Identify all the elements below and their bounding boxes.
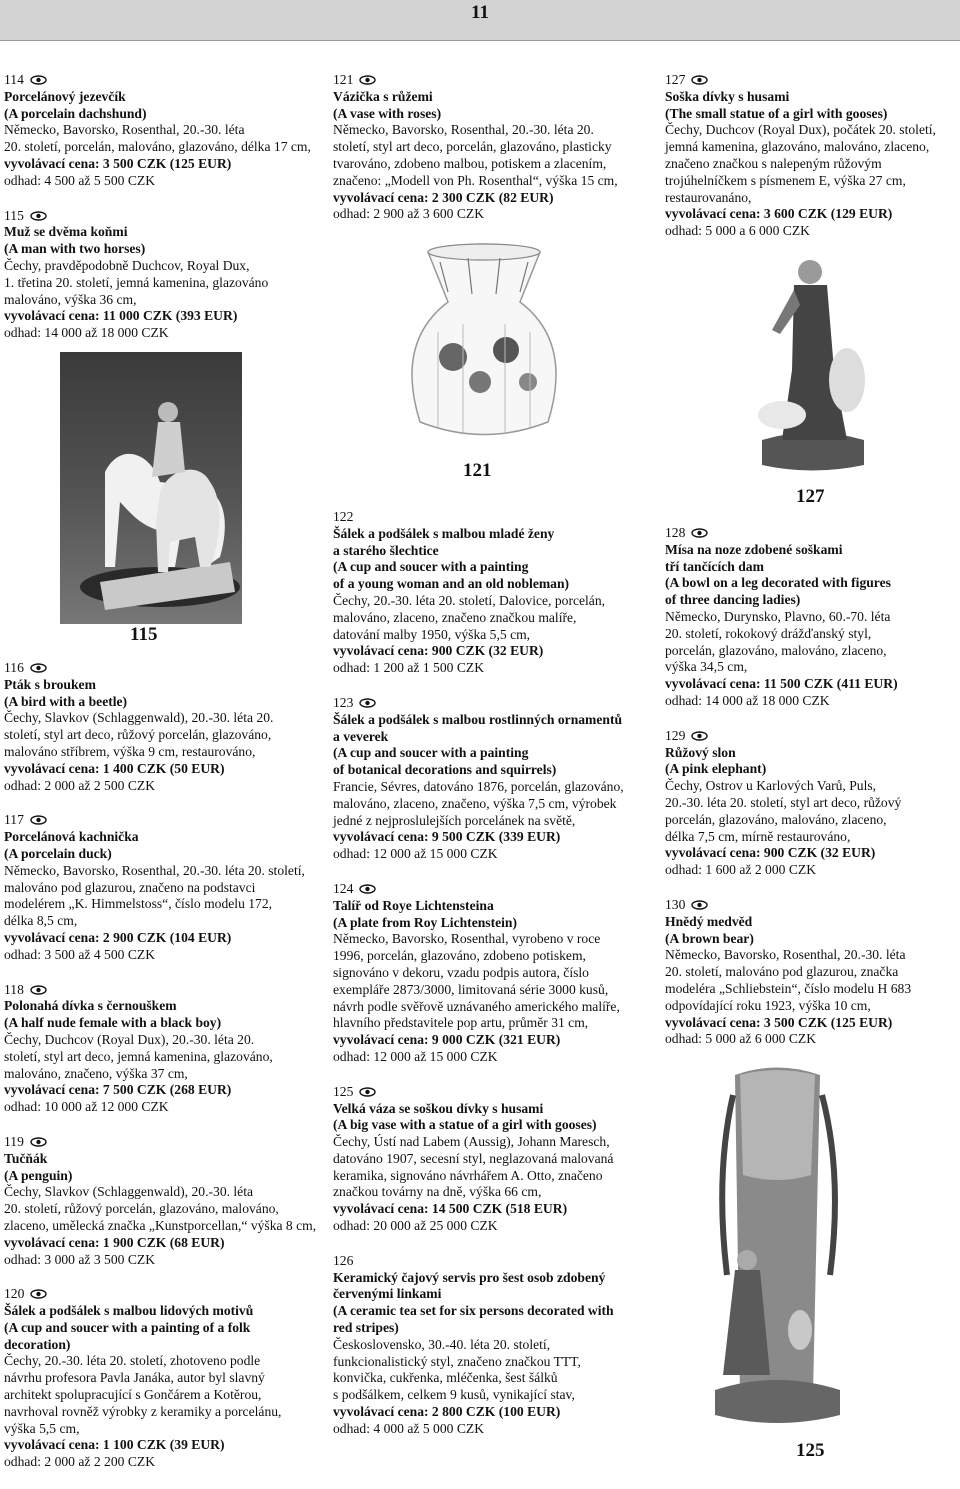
lot-desc: Čechy, Slavkov (Schlaggenwald), 20.-30. léta [4, 1184, 254, 1200]
lot-desc: datováno 1907, secesní styl, neglazovaná malovaná [333, 1150, 614, 1166]
lot-price: vyvolávací cena: 3 500 CZK (125 EUR) [4, 155, 232, 171]
lot-desc: modeléra „Schliebstein“, číslo modelu H 683 [665, 980, 912, 996]
lot-desc: Německo, Bavorsko, Rosenthal, 20.-30. léta 20. [333, 122, 594, 138]
lot-subtitle: (A porcelain dachshund) [4, 105, 147, 121]
lot-desc: Čechy, pravděpodobně Duchcov, Royal Dux, [4, 257, 250, 273]
lot-number: 117 [4, 812, 24, 828]
lot-desc: malováno, zlaceno, značeno, výška 7,5 cm, výrobek [333, 795, 617, 811]
lot-desc: Čechy, Slavkov (Schlaggenwald), 20.-30. léta 20. [4, 710, 274, 726]
lot-desc: malováno stříbrem, výška 9 cm, restaurováno, [4, 743, 256, 759]
lot-title: Tučňák [4, 1150, 48, 1166]
lot-number: 127 [665, 72, 686, 87]
column-left [4, 72, 324, 360]
lot-130 [665, 897, 957, 1048]
header-bar [0, 0, 960, 41]
column-left-lower [4, 660, 324, 1489]
lot-desc: 20. století, malováno pod glazurou, značka [665, 964, 899, 980]
lot-desc: jedné z nejproslulejších porcelánek na světě, [333, 812, 576, 828]
lot-desc: exempláře 2873/3000, limitovaná série 3000 kusů, [333, 981, 609, 997]
lot-title: Keramický čajový servis pro šest osob zdobený [333, 1269, 606, 1285]
lot-price: vyvolávací cena: 3 500 CZK (125 EUR) [665, 1014, 893, 1030]
lot-desc: Německo, Bavorsko, Rosenthal, 20.-30. léta [4, 122, 245, 138]
lot-subtitle: of a young woman and an old nobleman) [333, 576, 570, 592]
lot-estimate: odhad: 5 000 až 6 000 CZK [665, 1031, 817, 1047]
lot-subtitle: (A porcelain duck) [4, 845, 112, 861]
lot-title: Muž se dvěma koňmi [4, 224, 128, 240]
lot-118 [4, 982, 324, 1116]
lot-number: 116 [4, 660, 24, 675]
photo-125 [685, 1055, 870, 1435]
lot-title: Soška dívky s husami [665, 88, 790, 104]
lot-desc: značeno: „Modell von Ph. Rosenthal“, výška 15 cm, [333, 172, 618, 188]
lot-117 [4, 812, 324, 963]
lot-number: 126 [333, 1252, 354, 1268]
lot-desc: konvička, cukřenka, mléčenka, šest šálků [333, 1370, 558, 1386]
lot-estimate: odhad: 4 500 až 5 500 CZK [4, 172, 156, 188]
lot-number: 125 [333, 1083, 354, 1099]
lot-title: Mísa na noze zdobené soškami [665, 541, 843, 557]
lot-estimate: odhad: 4 000 až 5 000 CZK [333, 1420, 485, 1436]
lot-subtitle: (A bird with a beetle) [4, 693, 128, 709]
lot-title: Polonahá dívka s černouškem [4, 998, 177, 1014]
lot-desc: návrhu profesora Pavla Janáka, autor byl slavný [4, 1370, 265, 1386]
vase-with-roses-image [388, 232, 580, 454]
lot-desc: 20.-30. léta 20. století, styl art deco, růžový [665, 794, 902, 810]
lot-number: 120 [4, 1286, 25, 1302]
lot-number: 128 [665, 525, 686, 540]
lot-estimate: odhad: 2 000 až 2 200 CZK [4, 1454, 156, 1470]
eye-icon [30, 815, 47, 825]
lot-desc: Čechy, 20.-30. léta 20. století, Dalovice, porcelán, [333, 592, 606, 608]
lot-desc: délka 7,5 cm, mírně restaurováno, [665, 828, 851, 844]
lot-price: vyvolávací cena: 11 500 CZK (411 EUR) [665, 676, 898, 692]
lot-title: Šálek a podšálek s malbou lidových motivů [4, 1303, 254, 1319]
lot-desc: trojúhelníčkem s písmenem E, výška 27 cm, [665, 172, 906, 188]
lot-desc: výška 5,5 cm, [4, 1420, 80, 1436]
lot-number: 122 [333, 509, 354, 524]
girl-with-geese-image [752, 250, 872, 476]
lot-estimate: odhad: 14 000 až 18 000 CZK [665, 692, 830, 708]
lot-number: 114 [4, 72, 24, 87]
lot-desc: modelérem „K. Himmelstoss“, číslo modelu 172, [4, 896, 273, 912]
big-vase-with-girl-image [685, 1055, 870, 1435]
lot-price: vyvolávací cena: 2 900 CZK (104 EUR) [4, 929, 232, 945]
lot-115 [4, 208, 324, 342]
lot-subtitle: (A brown bear) [665, 930, 754, 946]
lot-number: 129 [665, 727, 686, 743]
lot-number: 130 [665, 896, 686, 912]
lot-desc: Československo, 30.-40. léta 20. století, [333, 1336, 551, 1352]
lot-subtitle: (A half nude female with a black boy) [4, 1015, 222, 1031]
lot-122 [333, 509, 653, 677]
lot-price: vyvolávací cena: 3 600 CZK (129 EUR) [665, 206, 893, 222]
lot-desc: 1996, porcelán, glazováno, zdobeno potiskem, [333, 948, 586, 964]
lot-estimate: odhad: 12 000 až 15 000 CZK [333, 846, 498, 862]
lot-title: Šálek a podšálek s malbou mladé ženy [333, 525, 555, 541]
lot-desc: zlaceno, umělecká značka „Kunstporcellan,“ výška 8 cm, [4, 1217, 317, 1233]
lot-subtitle: (A big vase with a statue of a girl with gooses) [333, 1117, 597, 1133]
lot-desc: Německo, Bavorsko, Rosenthal, 20.-30. léta [665, 947, 906, 963]
lot-desc: Čechy, Ústí nad Labem (Aussig), Johann Maresch, [333, 1134, 610, 1150]
lot-desc: porcelán, glazováno, malováno, zlaceno, [665, 642, 887, 658]
lot-title: Vázička s růžemi [333, 88, 433, 104]
lot-subtitle: (A pink elephant) [665, 761, 767, 777]
lot-subtitle: (A penguin) [4, 1167, 73, 1183]
lot-desc: Čechy, 20.-30. léta 20. století, zhotoveno podle [4, 1353, 261, 1369]
lot-price: vyvolávací cena: 9 500 CZK (339 EUR) [333, 829, 561, 845]
lot-127 [665, 72, 957, 240]
lot-estimate: odhad: 10 000 až 12 000 CZK [4, 1099, 169, 1115]
lot-number: 123 [333, 694, 354, 710]
lot-estimate: odhad: 1 600 až 2 000 CZK [665, 862, 817, 878]
eye-icon [30, 211, 47, 221]
lot-desc: návrh podle svěřově uznávaného amerického malíře, [333, 998, 620, 1014]
lot-subtitle: (A cup and soucer with a painting of a folk [4, 1319, 251, 1335]
photo-caption: 115 [130, 624, 158, 645]
lot-title: a starého šlechtice [333, 542, 439, 558]
lot-estimate: odhad: 20 000 až 25 000 CZK [333, 1218, 498, 1234]
lot-estimate: odhad: 5 000 a 6 000 CZK [665, 223, 810, 239]
lot-title: Porcelánová kachnička [4, 829, 139, 845]
lot-desc: výška 34,5 cm, [665, 659, 748, 675]
photo-127 [752, 250, 872, 476]
lot-price: vyvolávací cena: 11 000 CZK (393 EUR) [4, 308, 238, 324]
lot-number: 119 [4, 1133, 24, 1149]
lot-desc: s podšálkem, celkem 9 kusů, vynikající stav, [333, 1387, 575, 1403]
lot-subtitle: (A ceramic tea set for six persons decorated with [333, 1303, 614, 1319]
lot-subtitle: (A vase with roses) [333, 105, 442, 121]
eye-icon [30, 663, 47, 673]
lot-price: vyvolávací cena: 9 000 CZK (321 EUR) [333, 1032, 561, 1048]
eye-icon [359, 75, 376, 85]
lot-price: vyvolávací cena: 1 900 CZK (68 EUR) [4, 1234, 225, 1250]
lot-desc: porcelán, glazováno, malováno, zlaceno, [665, 811, 887, 827]
lot-desc: hlavního představitele pop artu, průměr 31 cm, [333, 1015, 589, 1031]
lot-subtitle: of three dancing ladies) [665, 592, 801, 608]
lot-desc: století, styl art deco, porcelán, glazováno, plasticky [333, 139, 612, 155]
lot-subtitle: red stripes) [333, 1320, 399, 1336]
photo-caption: 127 [796, 486, 825, 507]
lot-estimate: odhad: 3 500 až 4 500 CZK [4, 946, 156, 962]
lot-desc: Čechy, Duchcov (Royal Dux), počátek 20. století, [665, 122, 936, 138]
lot-desc: Německo, Bavorsko, Rosenthal, 20.-30. léta 20. století, [4, 862, 305, 878]
lot-number: 121 [333, 72, 354, 87]
lot-subtitle: (A cup and soucer with a painting [333, 559, 529, 575]
lot-desc: signováno v dekoru, vzadu podpis autora, číslo [333, 964, 589, 980]
lot-124 [333, 881, 653, 1066]
lot-desc: 20. století, růžový porcelán, glazováno, malováno, [4, 1201, 279, 1217]
lot-title: a veverek [333, 728, 389, 744]
lot-title: Hnědý medvěd [665, 913, 753, 929]
lot-desc: Čechy, Ostrov u Karlových Varů, Puls, [665, 778, 877, 794]
lot-desc: značeno značkou s nalepeným růžovým [665, 155, 882, 171]
photo-caption: 121 [463, 460, 492, 481]
lot-estimate: odhad: 2 000 až 2 500 CZK [4, 777, 156, 793]
lot-subtitle: (The small statue of a girl with gooses) [665, 105, 888, 121]
lot-title: Pták s broukem [4, 676, 96, 692]
lot-desc: století, styl art deco, růžový porcelán, glazováno, [4, 727, 272, 743]
lot-119 [4, 1134, 324, 1268]
lot-title: Šálek a podšálek s malbou rostlinných ornamentů [333, 711, 623, 727]
lot-number: 115 [4, 207, 24, 223]
lot-estimate: odhad: 2 900 až 3 600 CZK [333, 206, 485, 222]
lot-price: vyvolávací cena: 1 100 CZK (39 EUR) [4, 1437, 225, 1453]
eye-icon [30, 75, 47, 85]
lot-desc: Německo, Durynsko, Plavno, 60.-70. léta [665, 608, 891, 624]
lot-subtitle: decoration) [4, 1336, 71, 1352]
lot-desc: architekt spolupracující s Gončárem a Kotěrou, [4, 1387, 262, 1403]
lot-subtitle: (A man with two horses) [4, 241, 146, 257]
lot-desc: Německo, Bavorsko, Rosenthal, vyrobeno v roce [333, 931, 601, 947]
lot-number: 124 [333, 880, 354, 896]
lot-desc: století, styl art deco, jemná kamenina, glazováno, [4, 1048, 273, 1064]
figurine-horses-image [60, 352, 242, 624]
lot-desc: malováno, značeno, výška 37 cm, [4, 1065, 188, 1081]
lot-desc: 20. století, rokokový drážďanský styl, [665, 625, 872, 641]
lot-title: tří tančících dam [665, 558, 764, 574]
lot-123 [333, 695, 653, 863]
lot-title: Růžový slon [665, 744, 736, 760]
lot-price: vyvolávací cena: 900 CZK (32 EUR) [665, 845, 876, 861]
lot-price: vyvolávací cena: 2 800 CZK (100 EUR) [333, 1404, 561, 1420]
lot-desc: 20. století, porcelán, malováno, glazováno, délka 17 cm, [4, 139, 311, 155]
lot-desc: 1. třetina 20. století, jemná kamenina, glazováno [4, 274, 269, 290]
lot-114 [4, 72, 324, 190]
lot-121 [333, 72, 653, 223]
lot-desc: jemná kamenina, glazováno, malováno, zlaceno, [665, 139, 930, 155]
eye-icon [691, 900, 708, 910]
page-number: 11 [471, 2, 489, 23]
lot-price: vyvolávací cena: 14 500 CZK (518 EUR) [333, 1201, 568, 1217]
column-right [665, 72, 957, 258]
photo-caption: 125 [796, 1440, 825, 1461]
lot-desc: malováno, zlaceno, značeno značkou malíře, [333, 609, 577, 625]
lot-estimate: odhad: 1 200 až 1 500 CZK [333, 660, 485, 676]
lot-subtitle: of botanical decorations and squirrels) [333, 762, 557, 778]
photo-115 [60, 352, 242, 624]
lot-desc: malováno, výška 36 cm, [4, 291, 137, 307]
lot-desc: datování malby 1950, výška 5,5 cm, [333, 626, 531, 642]
lot-desc: značkou továrny na dně, výška 66 cm, [333, 1184, 542, 1200]
lot-number: 118 [4, 981, 24, 997]
lot-subtitle: (A plate from Roy Lichtenstein) [333, 914, 517, 930]
lot-desc: navrhoval rovněž výrobky z keramiky a porcelánu, [4, 1403, 282, 1419]
lot-estimate: odhad: 14 000 až 18 000 CZK [4, 325, 169, 341]
lot-estimate: odhad: 3 000 až 3 500 CZK [4, 1251, 156, 1267]
lot-title: červenými linkami [333, 1286, 442, 1302]
lot-desc: funkcionalistický styl, značeno značkou TTT, [333, 1353, 581, 1369]
lot-price: vyvolávací cena: 2 300 CZK (82 EUR) [333, 189, 554, 205]
lot-subtitle: (A bowl on a leg decorated with figures [665, 575, 891, 591]
eye-icon [359, 1087, 376, 1097]
lot-desc: restaurovanáno, [665, 189, 752, 205]
eye-icon [691, 528, 708, 538]
lot-price: vyvolávací cena: 7 500 CZK (268 EUR) [4, 1082, 232, 1098]
lot-title: Porcelánový jezevčík [4, 88, 126, 104]
lot-128 [665, 525, 957, 710]
lot-desc: malováno pod glazurou, značeno na podstavci [4, 879, 256, 895]
lot-120 [4, 1286, 324, 1471]
lot-125 [333, 1084, 653, 1235]
lot-desc: tvarováno, zdobeno malbou, potiskem a zlacením, [333, 155, 607, 171]
eye-icon [359, 884, 376, 894]
column-middle-lower [333, 509, 653, 1456]
lot-desc: odpovídající roku 1923, výška 10 cm, [665, 997, 871, 1013]
lot-title: Talíř od Roye Lichtensteina [333, 897, 494, 913]
lot-title: Velká váza se soškou dívky s husami [333, 1100, 544, 1116]
eye-icon [691, 75, 708, 85]
eye-icon [30, 985, 47, 995]
lot-desc: Francie, Sévres, datováno 1876, porcelán, glazováno, [333, 778, 624, 794]
lot-estimate: odhad: 12 000 až 15 000 CZK [333, 1048, 498, 1064]
lot-desc: délka 8,5 cm, [4, 913, 78, 929]
lot-desc: keramika, signováno návrhářem A. Otto, značeno [333, 1167, 603, 1183]
lot-subtitle: (A cup and soucer with a painting [333, 745, 529, 761]
column-right-lower [665, 525, 957, 1066]
lot-126 [333, 1253, 653, 1438]
photo-121 [388, 232, 580, 454]
lot-129 [665, 728, 957, 879]
lot-desc: Čechy, Duchcov (Royal Dux), 20.-30. léta 20. [4, 1031, 255, 1047]
eye-icon [30, 1137, 47, 1147]
lot-price: vyvolávací cena: 900 CZK (32 EUR) [333, 643, 544, 659]
column-middle [333, 72, 653, 241]
lot-116 [4, 660, 324, 794]
eye-icon [30, 1289, 47, 1299]
eye-icon [691, 731, 708, 741]
eye-icon [359, 698, 376, 708]
lot-price: vyvolávací cena: 1 400 CZK (50 EUR) [4, 760, 225, 776]
